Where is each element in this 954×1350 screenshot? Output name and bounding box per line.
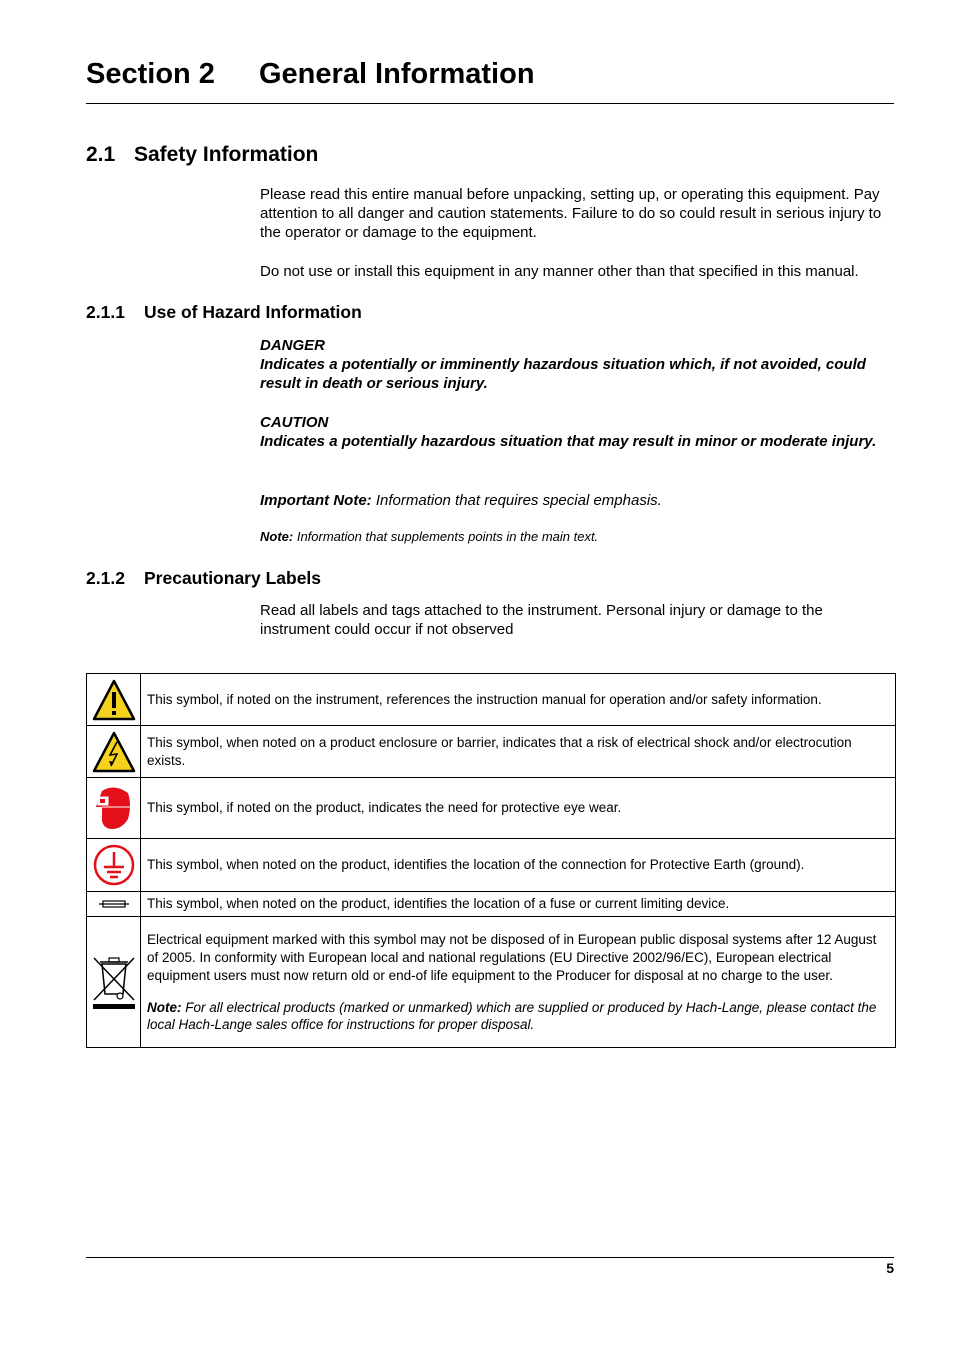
- label-icon-cell: [87, 917, 141, 1048]
- labels-heading: [86, 568, 321, 589]
- weee-text: Electrical equipment marked with this symbol may not be disposed of in European public disposal systems after 12 August of 2005. In conformity with European local and national regulations (EU Directive 2002/96/EC), European electrical equipment users must now return old or end-of life equipment to the Producer for disposal at no charge to the user.: [147, 932, 877, 983]
- protective-earth-icon: [92, 843, 136, 887]
- section-title: [86, 58, 535, 91]
- label-text: This symbol, when noted on the product, identifies the location of the connection for Protective Earth (ground).: [141, 839, 896, 892]
- warning-triangle-icon: [92, 679, 136, 721]
- supplement-note-label: Note:: [260, 529, 294, 544]
- labels-title: Precautionary Labels: [144, 568, 322, 588]
- important-note: [260, 491, 900, 510]
- caution-block: [260, 413, 900, 451]
- label-icon-cell: [87, 892, 141, 917]
- danger-text: Indicates a potentially or imminently hazardous situation which, if not avoided, could result in death or serious injury.: [260, 356, 866, 392]
- label-icon-cell: [87, 778, 141, 839]
- precautionary-labels-table: [86, 673, 896, 1048]
- page-number: 5: [886, 1260, 894, 1276]
- safety-title: Safety Information: [134, 143, 319, 166]
- caution-label: CAUTION: [260, 414, 329, 431]
- eye-protection-icon: [92, 785, 136, 831]
- safety-number: 2.1: [86, 143, 116, 166]
- label-row: [87, 674, 896, 726]
- important-note-label: Important Note:: [260, 492, 372, 509]
- fuse-icon: [99, 899, 129, 909]
- hazard-title: Use of Hazard Information: [144, 302, 362, 322]
- weee-note: [147, 999, 889, 1033]
- weee-crossed-bin-icon: [90, 954, 138, 1010]
- danger-block: [260, 336, 900, 393]
- label-icon-cell: [87, 674, 141, 726]
- label-text: This symbol, if noted on the product, indicates the need for protective eye wear.: [141, 778, 896, 839]
- weee-note-label: Note:: [147, 1000, 182, 1015]
- important-note-text: Information that requires special emphasis.: [375, 492, 662, 509]
- footer-rule: [86, 1257, 894, 1258]
- weee-note-text: For all electrical products (marked or unmarked) which are supplied or produced by Hach-Lange, please contact the local Hach-Lange sales office for instructions for proper disposal.: [147, 1000, 877, 1032]
- supplement-note: [260, 527, 900, 546]
- section-number: Section 2: [86, 58, 215, 90]
- safety-paragraph-1: Please read this entire manual before unpacking, setting up, or operating this equipment. Pay attention to all danger and caution statements. Failure to do so could result in serious injury to the operator or damage to the equipment.: [260, 186, 882, 241]
- label-icon-cell: [87, 839, 141, 892]
- label-text-weee: [141, 917, 896, 1048]
- labels-intro: Read all labels and tags attached to the instrument. Personal injury or damage to the instrument could occur if not observed: [260, 602, 823, 638]
- danger-label: DANGER: [260, 337, 326, 354]
- header-rule: [86, 103, 894, 104]
- supplement-note-text: Information that supplements points in the main text.: [296, 529, 599, 544]
- label-row: [87, 839, 896, 892]
- electrical-shock-icon: [92, 731, 136, 773]
- safety-heading: [86, 143, 318, 167]
- hazard-heading: [86, 302, 362, 323]
- label-row: [87, 917, 896, 1048]
- hazard-number: 2.1.1: [86, 302, 125, 322]
- label-text: This symbol, when noted on a product enclosure or barrier, indicates that a risk of electrical shock and/or electrocution exists.: [141, 726, 896, 778]
- safety-paragraph-2: Do not use or install this equipment in any manner other than that specified in this manual.: [260, 263, 859, 280]
- label-icon-cell: [87, 726, 141, 778]
- labels-number: 2.1.2: [86, 568, 125, 588]
- section-name: General Information: [259, 58, 535, 90]
- label-text: This symbol, when noted on the product, identifies the location of a fuse or current limiting device.: [141, 892, 896, 917]
- label-row: [87, 726, 896, 778]
- label-row: [87, 778, 896, 839]
- label-row: [87, 892, 896, 917]
- caution-text: Indicates a potentially hazardous situation that may result in minor or moderate injury.: [260, 433, 877, 450]
- label-text: This symbol, if noted on the instrument, references the instruction manual for operation and/or safety information.: [141, 674, 896, 726]
